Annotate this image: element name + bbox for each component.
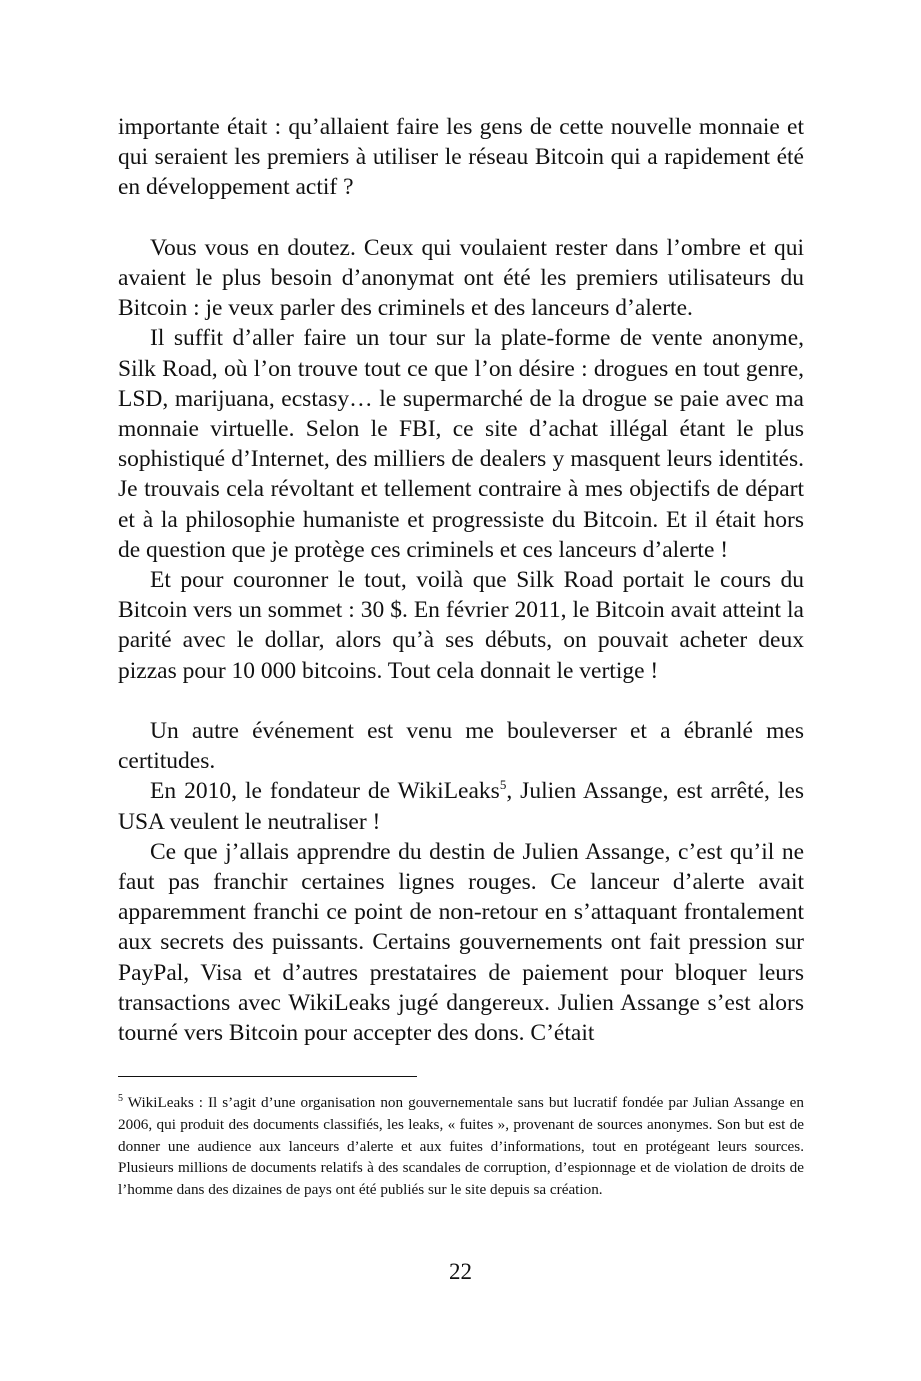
page-number: 22 xyxy=(449,1259,472,1284)
footnote-reference[interactable]: 5 xyxy=(499,777,507,793)
paragraph-continuation: importante était : qu’allaient faire les gens de cette nouvelle monnaie et qui seraient les premiers à utiliser le réseau Bitcoin qui a rapidement été en développement actif ? xyxy=(118,114,804,201)
paragraph-wikileaks-start: En 2010, le fondateur de WikiLeaks xyxy=(150,778,500,805)
paragraph-wikileaks xyxy=(118,776,804,836)
paragraph-assange: Ce que j’allais apprendre du destin de Julien Assange, c’est qu’il ne faut pas franchir certaines lignes rouges. Ce lanceur d’alerte avait apparemment franchi ce point de non-retour en s’attaquant frontalement aux secrets des puissants. Certains gouvernements ont fait pression sur PayPal, Visa et d’autres prestataires de paiement pour bloquer leurs transactions avec WikiLeaks jugé dangereux. Julien Assange s’est alors tourné vers Bitcoin pour accepter des dons. C’était xyxy=(118,838,804,1047)
footnote xyxy=(118,1092,804,1201)
paragraph-anonymat: Vous vous en doutez. Ceux qui voulaient rester dans l’ombre et qui avaient le plus besoin d’anonymat ont été les premiers utilisateurs du Bitcoin : je veux parler des criminels et des lanceurs d’alerte. xyxy=(118,234,804,322)
paragraph-silk-road: Il suffit d’aller faire un tour sur la plate-forme de vente anonyme, Silk Road, où l’on trouve tout ce que l’on désire : drogues en tout genre, LSD, marijuana, ecstasy… le supermarché de la drogue se paie avec ma monnaie virtuelle. Selon le FBI, ce site d’achat illégal étant le plus sophistiqué d’Internet, des milliers de dealers y masquent leurs identités. Je trouvais cela révoltant et tellement contraire à mes objectifs de départ et à la philosophie humaniste et progressiste du Bitcoin. Et il était hors de question que je protège ces criminels et ces lanceurs d’alerte ! xyxy=(118,325,804,563)
footnote-number: 5 xyxy=(118,1093,123,1104)
paragraph-evenement: Un autre événement est venu me bouleverser et a ébranlé mes certitudes. xyxy=(118,718,804,775)
paragraph-wikileaks-end: , Julien Assange, est arrêté, les USA veulent le neutraliser ! xyxy=(118,778,804,835)
paragraph-bitcoin-price: Et pour couronner le tout, voilà que Silk Road portait le cours du Bitcoin vers un sommet : 30 $. En février 2011, le Bitcoin avait atteint la parité avec le dollar, alors qu’à ses débuts, on pouvait acheter deux pizzas pour 10 000 bitcoins. Tout cela donnait le vertige ! xyxy=(118,567,804,684)
page-body xyxy=(118,112,804,1048)
footnote-divider xyxy=(118,1076,417,1077)
footnote-text: WikiLeaks : Il s’agit d’une organisation non gouvernementale sans but lucratif fondée par Julian Assange en 2006, qui produit des documents classifiés, les leaks, « fuites », provenant de sources anonymes. Son but est de donner une audience aux lanceurs d’alerte et aux fuites d’informations, tout en protégeant leurs sources. Plusieurs millions de documents relatifs à des scandales de corruption, d’espionnage et de violation de droits de l’homme dans des dizaines de pays ont été publiés sur le site depuis sa création. xyxy=(118,1094,804,1199)
